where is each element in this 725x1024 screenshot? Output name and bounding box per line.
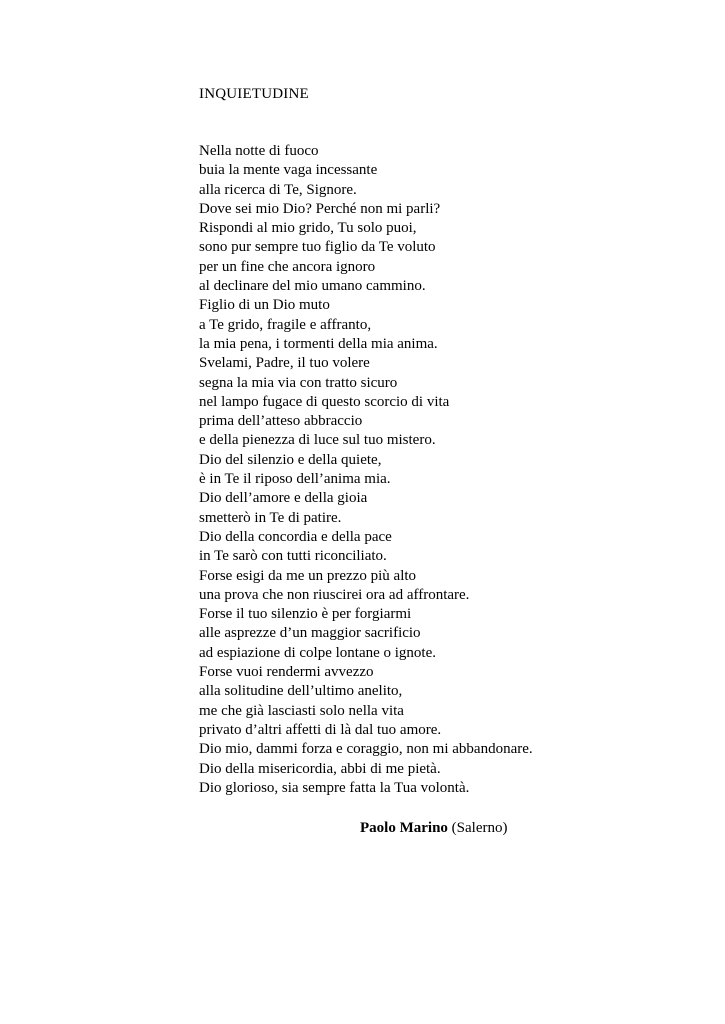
poem-line: in Te sarò con tutti riconciliato. (199, 548, 387, 565)
poem-line: privato d’altri affetti di là dal tuo amore. (199, 721, 442, 738)
poem-line: a Te grido, fragile e affranto, (199, 316, 372, 333)
poem-line: me che già lasciasti solo nella vita (199, 702, 404, 719)
poem-line: al declinare del mio umano cammino. (199, 278, 426, 295)
poem-line: e della pienezza di luce sul tuo mistero. (199, 432, 436, 449)
poem-line: è in Te il riposo dell’anima mia. (199, 471, 391, 488)
poem-line: sono pur sempre tuo figlio da Te voluto (199, 239, 436, 256)
poem-line: Dio della misericordia, abbi di me pietà. (199, 760, 441, 777)
poem-line: Rispondi al mio grido, Tu solo puoi, (199, 220, 417, 237)
poem-line: per un fine che ancora ignoro (199, 258, 376, 275)
poem-line: una prova che non riuscirei ora ad affrontare. (199, 586, 470, 603)
poem-line: Nella notte di fuoco (199, 143, 319, 159)
poem-line: Dio della concordia e della pace (199, 528, 392, 545)
poem-line: Forse vuoi rendermi avvezzo (199, 664, 374, 681)
poem-line: Forse il tuo silenzio è per forgiarmi (199, 606, 412, 623)
poem-line: la mia pena, i tormenti della mia anima. (199, 335, 438, 352)
poem-line: prima dell’atteso abbraccio (199, 413, 363, 430)
author-place: (Salerno) (451, 820, 508, 836)
poem-line: Dio mio, dammi forza e coraggio, non mi abbandonare. (199, 741, 533, 758)
poem-line: smetterò in Te di patire. (199, 509, 342, 526)
poem-line: alla ricerca di Te, Signore. (199, 181, 357, 198)
poem-line: Svelami, Padre, il tuo volere (199, 355, 370, 372)
poem-line: segna la mia via con tratto sicuro (199, 374, 398, 391)
poem-title: INQUIETUDINE (199, 86, 309, 102)
poem-line: Dio dell’amore e della gioia (199, 490, 368, 507)
poem-line: Dio del silenzio e della quiete, (199, 451, 382, 468)
poem-line: alla solitudine dell’ultimo anelito, (199, 683, 403, 700)
poem-line: Forse esigi da me un prezzo più alto (199, 567, 417, 584)
author-name: Paolo Marino (360, 820, 448, 836)
poem-line: Dio glorioso, sia sempre fatta la Tua volontà. (199, 779, 470, 796)
poem-line: Dove sei mio Dio? Perché non mi parli? (199, 200, 441, 217)
poem-body (199, 142, 533, 798)
poem-line: Figlio di un Dio muto (199, 297, 330, 314)
poem-signature (360, 818, 507, 838)
poem-line: buia la mente vaga incessante (199, 162, 378, 179)
poem-line: alle asprezze d’un maggior sacrificio (199, 625, 421, 642)
poem-line: nel lampo fugace di questo scorcio di vita (199, 393, 450, 410)
poem-line: ad espiazione di colpe lontane o ignote. (199, 644, 437, 661)
